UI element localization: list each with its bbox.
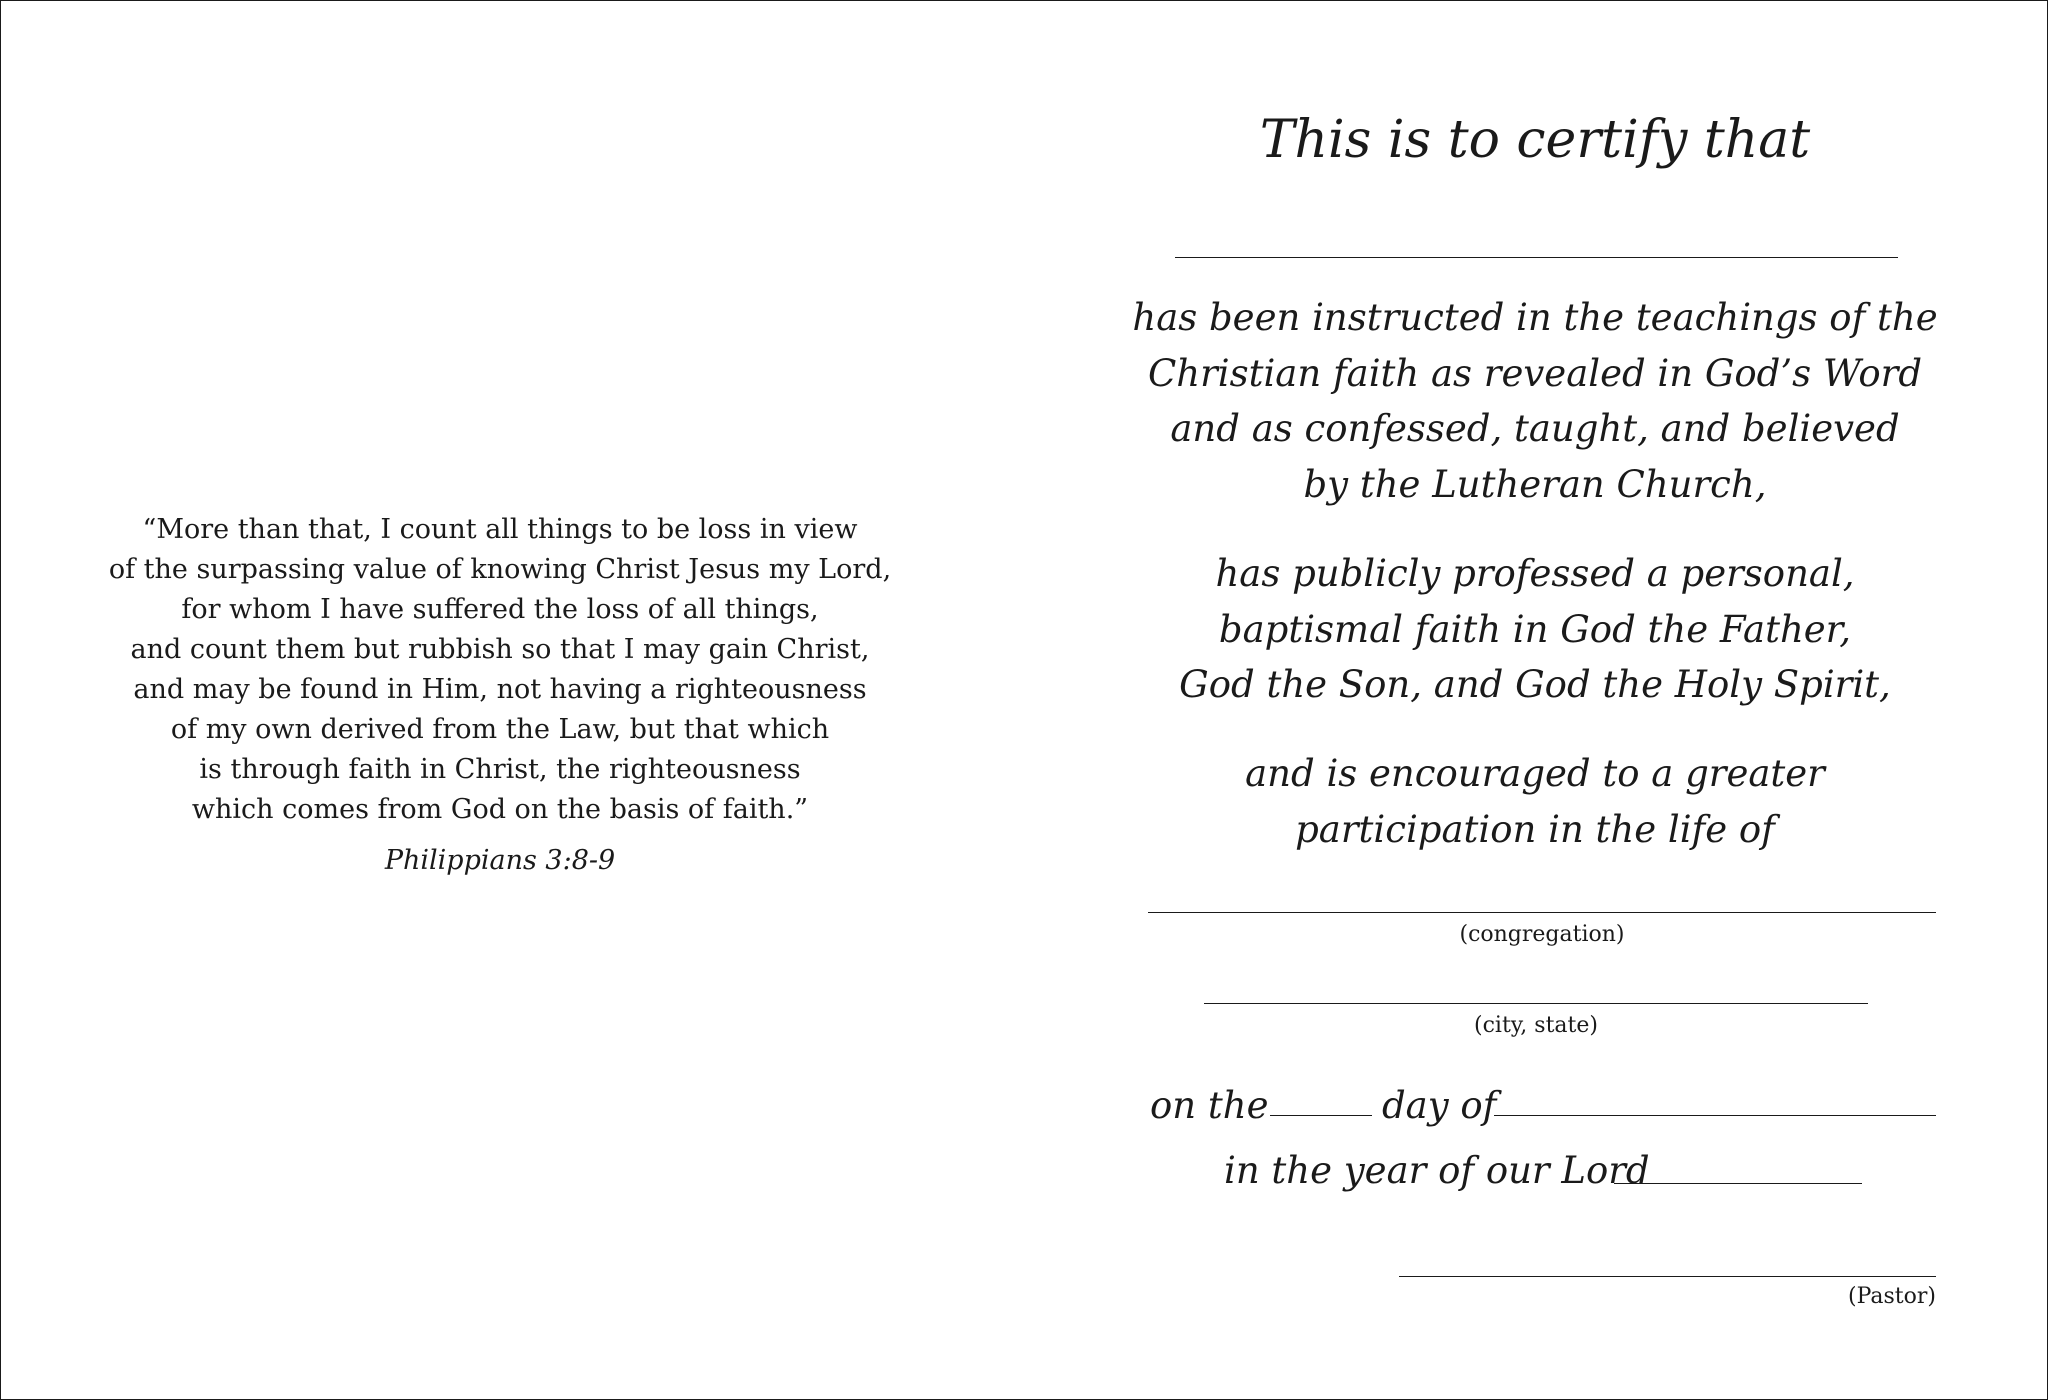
pastor-signature-line[interactable] [1399,1276,1936,1277]
scripture-citation: Philippians 3:8-9 [384,845,616,876]
month-blank-line[interactable] [1494,1115,1936,1116]
profession-paragraph [1130,546,1940,713]
certificate-heading: This is to certify that [1259,110,1811,170]
quote-line: and may be found in Him, not having a righteousness [133,674,867,705]
congregation-blank-line[interactable] [1148,912,1936,913]
name-blank-line[interactable] [1175,257,1898,258]
year-blank-line[interactable] [1614,1183,1862,1184]
on-the-label: on the [1150,1084,1269,1127]
pastor-caption: (Pastor) [1848,1284,1936,1309]
instruction-paragraph [1130,290,1940,512]
congregation-caption: (congregation) [1459,922,1625,947]
paragraph-line: baptismal faith in God the Father, [1218,607,1852,651]
paragraph-line: and is encouraged to a greater [1245,752,1825,795]
scripture-quote [100,510,900,830]
quote-line: of the surpassing value of knowing Christ Jesus my Lord, [108,554,892,585]
encouragement-paragraph [1130,746,1940,857]
city-state-caption: (city, state) [1474,1013,1598,1038]
paragraph-line: Christian faith as revealed in God’s Word [1147,351,1923,395]
paragraph-line: participation in the life of [1295,807,1775,851]
quote-line: which comes from God on the basis of faith.” [191,794,809,825]
paragraph-line: and as confessed, taught, and believed [1170,407,1900,450]
paragraph-line: has publicly professed a personal, [1215,552,1855,595]
quote-line: is through faith in Christ, the righteousness [199,754,801,785]
quote-line: “More than that, I count all things to be loss in view [142,514,858,545]
paragraph-line: has been instructed in the teachings of the [1132,296,1938,339]
city-state-blank-line[interactable] [1204,1003,1868,1004]
paragraph-line: God the Son, and God the Holy Spirit, [1179,663,1891,706]
year-of-our-lord-label: in the year of our Lord [1224,1149,1650,1192]
day-blank-line[interactable] [1270,1115,1372,1116]
quote-line: for whom I have suffered the loss of all things, [181,594,819,625]
paragraph-line: by the Lutheran Church, [1303,462,1767,506]
day-of-label: day of [1382,1084,1497,1127]
quote-line: of my own derived from the Law, but that which [170,714,830,745]
quote-line: and count them but rubbish so that I may gain Christ, [130,634,870,665]
